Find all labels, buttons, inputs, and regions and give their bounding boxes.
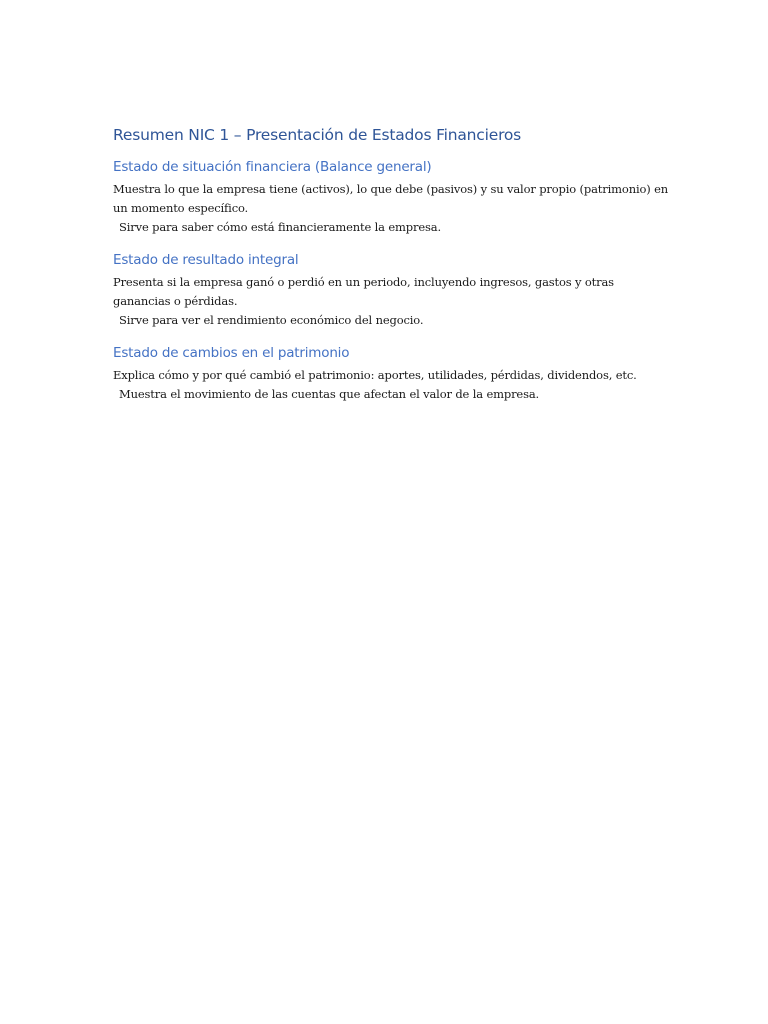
section-paragraph: Sirve para saber cómo está financieramente la empresa. [119, 220, 441, 234]
document-title: Resumen NIC 1 – Presentación de Estados Financieros [113, 126, 522, 144]
section-resultado-integral [113, 251, 673, 330]
section-cambios-patrimonio [113, 344, 673, 404]
document-body [113, 124, 673, 418]
section-paragraph: Presenta si la empresa ganó o perdió en un periodo, incluyendo ingresos, gastos y otras ganancias o pérdidas. [113, 275, 614, 308]
section-paragraph: Explica cómo y por qué cambió el patrimonio: aportes, utilidades, pérdidas, dividendos, etc. [113, 368, 637, 382]
section-paragraph: Sirve para ver el rendimiento económico del negocio. [119, 313, 424, 327]
section-paragraph: Muestra lo que la empresa tiene (activos), lo que debe (pasivos) y su valor propio (patrimonio) en un momento específico. [113, 182, 668, 215]
section-heading: Estado de situación financiera (Balance general) [113, 159, 432, 175]
section-heading: Estado de resultado integral [113, 252, 299, 268]
section-balance-general [113, 158, 673, 237]
section-paragraph: Muestra el movimiento de las cuentas que afectan el valor de la empresa. [119, 387, 540, 401]
section-heading: Estado de cambios en el patrimonio [113, 345, 350, 361]
